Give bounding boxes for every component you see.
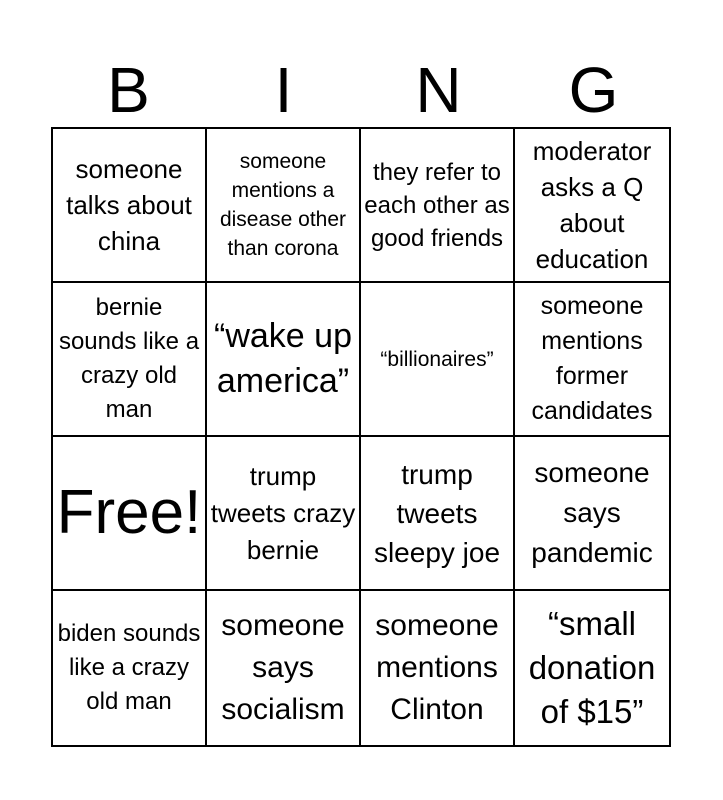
cell-text: trump tweets sleepy joe: [373, 458, 501, 568]
bingo-cell[interactable]: [207, 591, 361, 745]
cell-text: someone says pandemic: [531, 457, 653, 568]
cell-text: biden sounds like a crazy old man: [57, 620, 201, 715]
cell-text: they refer to each other as good friends: [364, 158, 510, 252]
free-space-cell[interactable]: [53, 437, 207, 591]
cell-text: bernie sounds like a crazy old man: [58, 294, 200, 423]
cell-text: someone says socialism: [221, 609, 345, 726]
bingo-cell[interactable]: [207, 283, 361, 437]
bingo-cell[interactable]: [361, 591, 515, 745]
bingo-board: [51, 127, 671, 747]
header-letter-g: G: [568, 53, 619, 126]
bingo-cell[interactable]: [361, 129, 515, 283]
bingo-cell[interactable]: [53, 129, 207, 283]
cell-text: trump tweets crazy bernie: [210, 460, 356, 565]
cell-text: “wake up america”: [214, 317, 352, 400]
header-letter-b: B: [107, 53, 150, 126]
bingo-cell[interactable]: [207, 129, 361, 283]
bingo-cell[interactable]: [361, 283, 515, 437]
bingo-header: [51, 52, 671, 127]
header-letter-i: I: [274, 53, 293, 126]
bingo-cell[interactable]: [515, 283, 669, 437]
bingo-cell[interactable]: [515, 437, 669, 591]
cell-text: someone talks about china: [66, 154, 192, 256]
cell-text: someone mentions Clinton: [375, 609, 499, 726]
free-space-text: Free!: [56, 478, 202, 547]
bingo-cell[interactable]: [515, 129, 669, 283]
bingo-cell[interactable]: [53, 283, 207, 437]
header-letter-n: N: [415, 53, 462, 126]
cell-text: “small donation of $15”: [528, 605, 656, 730]
bingo-cell[interactable]: [53, 591, 207, 745]
cell-text: moderator asks a Q about education: [532, 136, 652, 274]
cell-text: someone mentions a disease other than corona: [219, 150, 347, 260]
bingo-cell[interactable]: [361, 437, 515, 591]
bingo-cell[interactable]: [515, 591, 669, 745]
cell-text: “billionaires”: [380, 347, 494, 371]
cell-text: someone mentions former candidates: [531, 292, 653, 425]
bingo-cell[interactable]: [207, 437, 361, 591]
